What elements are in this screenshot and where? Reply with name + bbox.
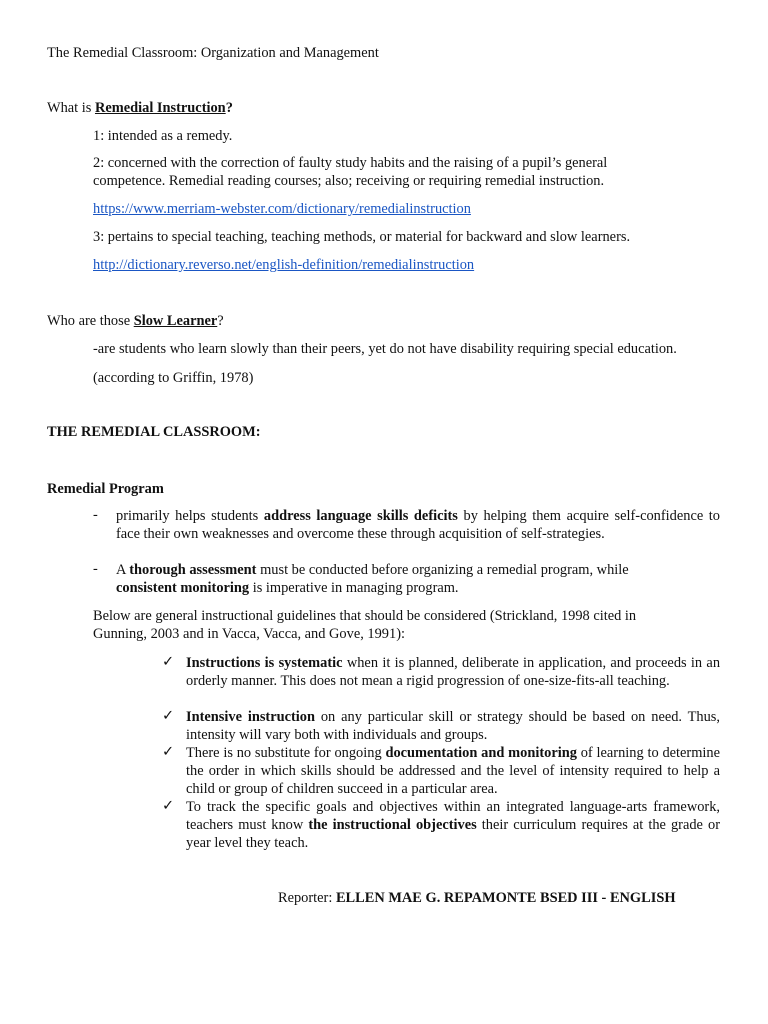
bullet-text: A [116, 562, 130, 578]
reporter-line [278, 889, 676, 907]
bullet-text: by helping them acquire self-confidence to face their own weaknesses and overcome these through acquisition of self-strategies. [116, 508, 721, 542]
checkmark-icon: ✓ [162, 654, 175, 670]
question-prefix: What is [47, 100, 95, 116]
question-term: Remedial Instruction [94, 100, 226, 116]
guideline-item-4 [186, 798, 720, 852]
guidelines-intro: Below are general instructional guidelines that should be considered (Strickland, 1998 cited in Gunning, 2003 and in Vacca, Vacca, and Gove, 1991): [93, 608, 637, 642]
guideline-item-2 [186, 708, 720, 744]
bullet-text: must be conducted before organizing a remedial program, while [256, 562, 629, 578]
bullet-text: primarily helps students [116, 508, 264, 524]
checkmark-icon: ✓ [162, 744, 175, 760]
guideline-text: their curriculum requires at the grade or year level they teach. [186, 817, 720, 851]
bullet-dash: - [93, 507, 98, 523]
guideline-bold-text: Instructions is systematic [186, 655, 343, 671]
slow-learner-answer: -are students who learn slowly than their peers, yet do not have disability requiring special education. [93, 341, 677, 357]
slow-learner-citation: (according to Griffin, 1978) [93, 370, 254, 386]
guideline-text: To track the specific goals and objectives within an integrated language-arts framework, teachers must know [186, 799, 720, 833]
question-prefix: Who are those [47, 313, 134, 329]
bullet-bold-text: thorough assessment [129, 562, 257, 578]
program-heading: Remedial Program [47, 481, 164, 497]
section-heading: THE REMEDIAL CLASSROOM: [47, 424, 261, 440]
merriam-webster-link[interactable]: https://www.merriam-webster.com/dictionary/remedialinstruction [93, 201, 471, 217]
question-slow-learner [47, 312, 224, 330]
guideline-text: There is no substitute for ongoing [186, 745, 386, 761]
definition-3: 3: pertains to special teaching, teaching methods, or material for backward and slow learners. [93, 229, 631, 245]
reverso-link[interactable]: http://dictionary.reverso.net/english-definition/remedialinstruction [93, 257, 475, 273]
bullet-text: is imperative in managing program. [249, 580, 459, 596]
guideline-bold-text: the instructional objectives [308, 817, 477, 833]
guideline-item-1 [186, 654, 720, 690]
program-bullet-1 [116, 507, 720, 543]
bullet-bold-text: consistent monitoring [116, 580, 250, 596]
question-remedial-instruction [47, 99, 233, 117]
guideline-text: on any particular skill or strategy should be based on need. Thus, intensity will vary both with individuals and groups. [186, 709, 720, 743]
checkmark-icon: ✓ [162, 708, 175, 724]
bullet-bold-text: address language skills deficits [263, 508, 458, 524]
reporter-label: Reporter: [278, 890, 336, 906]
guideline-bold-text: documentation and monitoring [385, 745, 577, 761]
guideline-bold-text: Intensive instruction [186, 709, 315, 725]
reporter-name: ELLEN MAE G. REPAMONTE BSED III - ENGLISH [335, 890, 676, 906]
guideline-text: of learning to determine the order in which skills should be addressed and the level of intensity required to help a child or group of children succeed in a particular area. [186, 745, 720, 797]
guideline-text: when it is planned, deliberate in application, and proceeds in an orderly manner. This does not mean a rigid progression of one-size-fits-all teaching. [186, 655, 721, 689]
document-title: The Remedial Classroom: Organization and Management [47, 45, 379, 61]
question-mark: ? [217, 313, 224, 329]
guideline-item-3 [186, 744, 720, 798]
question-term: Slow Learner [133, 313, 218, 329]
checkmark-icon: ✓ [162, 798, 175, 814]
definition-2: 2: concerned with the correction of faulty study habits and the raising of a pupil’s general competence. Remedial reading courses; also; receiving or requiring remedial instruction. [93, 155, 608, 189]
definition-1: 1: intended as a remedy. [93, 128, 233, 144]
question-mark: ? [225, 100, 233, 116]
bullet-dash: - [93, 561, 98, 577]
program-bullet-2 [116, 561, 676, 597]
